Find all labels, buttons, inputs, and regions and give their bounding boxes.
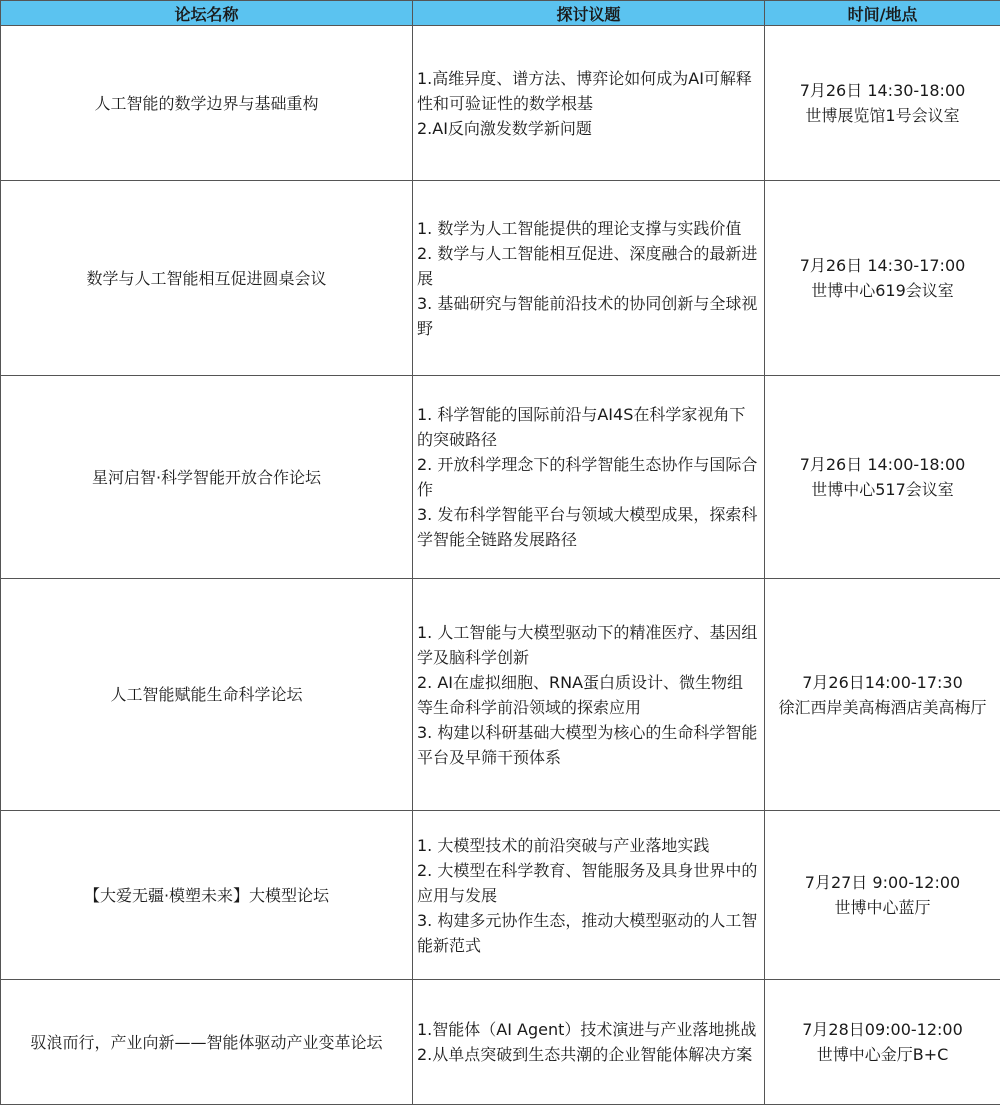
topic-item: 1. 科学智能的国际前沿与AI4S在科学家视角下的突破路径	[417, 405, 746, 449]
forum-time: 7月26日 14:30-18:00	[799, 81, 966, 100]
topic-item: 1. 人工智能与大模型驱动下的精准医疗、基因组学及脑科学创新	[417, 622, 758, 667]
forum-time-place	[765, 376, 1000, 579]
forum-name: 人工智能赋能生命科学论坛	[1, 579, 413, 811]
topic-item: 3. 发布科学智能平台与领域大模型成果，探索科学智能全链路发展路径	[417, 505, 758, 549]
forum-name: 数学与人工智能相互促进圆桌会议	[1, 181, 413, 376]
table-row	[1, 579, 1000, 811]
table-header	[1, 1, 1000, 26]
forum-topics	[413, 980, 765, 1105]
forum-place: 世博展览馆1号会议室	[805, 106, 960, 125]
forum-time: 7月28日09:00-12:00	[802, 1020, 963, 1039]
forum-time: 7月26日14:00-17:30	[802, 672, 963, 692]
forum-place: 世博中心蓝厅	[834, 898, 931, 917]
header-topics: 探讨议题	[413, 1, 765, 26]
forum-time: 7月26日 14:30-17:00	[799, 256, 966, 275]
forum-topics	[413, 579, 765, 811]
forum-time-place	[765, 26, 1000, 181]
topic-item: 2. 数学与人工智能相互促进、深度融合的最新进展	[417, 243, 758, 288]
forum-time-place	[765, 811, 1000, 980]
forum-name: 驭浪而行，产业向新——智能体驱动产业变革论坛	[1, 980, 413, 1105]
forum-time-place	[765, 579, 1000, 811]
table-row	[1, 181, 1000, 376]
forum-place: 世博中心619会议室	[811, 281, 954, 300]
topic-item: 1. 大模型技术的前沿突破与产业落地实践	[417, 835, 710, 855]
forum-name: 星河启智·科学智能开放合作论坛	[1, 376, 413, 579]
topic-item: 2.AI反向激发数学新问题	[417, 118, 592, 138]
topic-item: 1. 数学为人工智能提供的理论支撑与实践价值	[417, 218, 742, 238]
topic-item: 3. 基础研究与智能前沿技术的协同创新与全球视野	[417, 293, 758, 338]
topic-item: 1.智能体（AI Agent）技术演进与产业落地挑战	[417, 1020, 757, 1039]
forum-topics	[413, 811, 765, 980]
table-row	[1, 811, 1000, 980]
forum-name: 【大爱无疆·模塑未来】大模型论坛	[1, 811, 413, 980]
topic-item: 3. 构建多元协作生态，推动大模型驱动的人工智能新范式	[417, 910, 758, 955]
forum-time-place	[765, 181, 1000, 376]
header-time-place: 时间/地点	[765, 1, 1000, 26]
table-row	[1, 980, 1000, 1105]
table-body	[1, 26, 1000, 1105]
topic-item: 2.从单点突破到生态共潮的企业智能体解决方案	[417, 1045, 753, 1064]
forum-topics	[413, 181, 765, 376]
forum-time-place	[765, 980, 1000, 1105]
forum-topics	[413, 26, 765, 181]
table-row	[1, 376, 1000, 579]
table-row	[1, 26, 1000, 181]
topic-item: 2. 开放科学理念下的科学智能生态协作与国际合作	[417, 455, 758, 499]
topic-item: 2. 大模型在科学教育、智能服务及具身世界中的应用与发展	[417, 860, 758, 905]
topic-item: 2. AI在虚拟细胞、RNA蛋白质设计、微生物组等生命科学前沿领域的探索应用	[417, 672, 744, 717]
forum-place: 世博中心金厅B+C	[816, 1045, 949, 1064]
forum-time: 7月27日 9:00-12:00	[804, 873, 961, 892]
forum-place: 世博中心517会议室	[811, 480, 954, 499]
topic-item: 1.高维异度、谱方法、博弈论如何成为AI可解释性和可验证性的数学根基	[417, 68, 752, 113]
topic-item: 3. 构建以科研基础大模型为核心的生命科学智能平台及早筛干预体系	[417, 722, 758, 767]
forum-name: 人工智能的数学边界与基础重构	[1, 26, 413, 181]
forum-time: 7月26日 14:00-18:00	[799, 455, 966, 474]
header-forum-name: 论坛名称	[1, 1, 413, 26]
header-row	[1, 1, 1000, 26]
forum-place: 徐汇西岸美高梅酒店美高梅厅	[778, 697, 987, 717]
forum-topics	[413, 376, 765, 579]
